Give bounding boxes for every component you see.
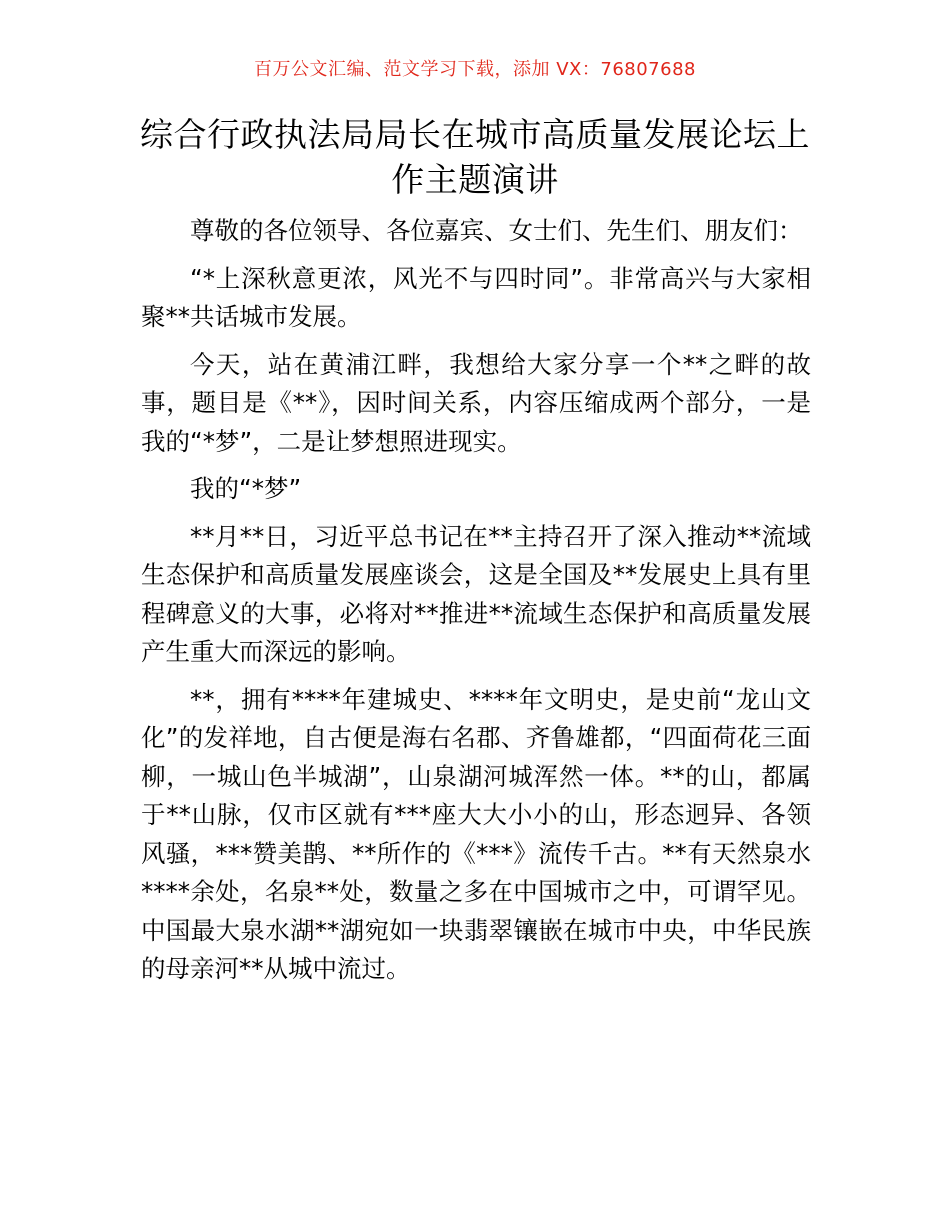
body-paragraph: 今天，站在黄浦江畔，我想给大家分享一个**之畔的故事，题目是《**》，因时间关系，内容压缩成两个部分，一是我的“*梦”，二是让梦想照进现实。 <box>141 349 811 456</box>
body-paragraph: “*上深秋意更浓，风光不与四时同”。非常高兴与大家相聚**共话城市发展。 <box>141 263 811 331</box>
document-title <box>130 112 820 202</box>
promo-banner: 百万公文汇编、范文学习下载，添加 VX：76807688 <box>254 59 696 80</box>
document-body <box>141 212 811 998</box>
salutation-paragraph: 尊敬的各位领导、各位嘉宾、女士们、先生们、朋友们： <box>190 216 803 245</box>
title-line-1: 综合行政执法局局长在城市高质量发展论坛上 <box>140 115 810 154</box>
title-line-2: 作主题演讲 <box>391 160 559 199</box>
section-heading: 我的“*梦” <box>190 474 302 503</box>
body-paragraph: **月**日，习近平总书记在**主持召开了深入推动**流域生态保护和高质量发展座谈会，这是全国及**发展史上具有里程碑意义的大事，必将对**推进**流域生态保护和高质量发展产生重大而深远的影响。 <box>141 521 811 666</box>
body-paragraph: **，拥有****年建城史、****年文明史，是史前“龙山文化”的发祥地，自古便是海右名郡、齐鲁雄都，“四面荷花三面柳，一城山色半城湖”，山泉湖河城浑然一体。**的山，都属于**山脉，仅市区就有***座大大小小的山，形态迥异、各领风骚，***赞美鹊、**所作的《***》流传千古。**有天然泉水****余处，名泉**处，数量之多在中国城市之中，可谓罕见。中国最大泉水湖**湖宛如一块翡翠镶嵌在城市中央，中华民族的母亲河**从城中流过。 <box>141 684 811 983</box>
